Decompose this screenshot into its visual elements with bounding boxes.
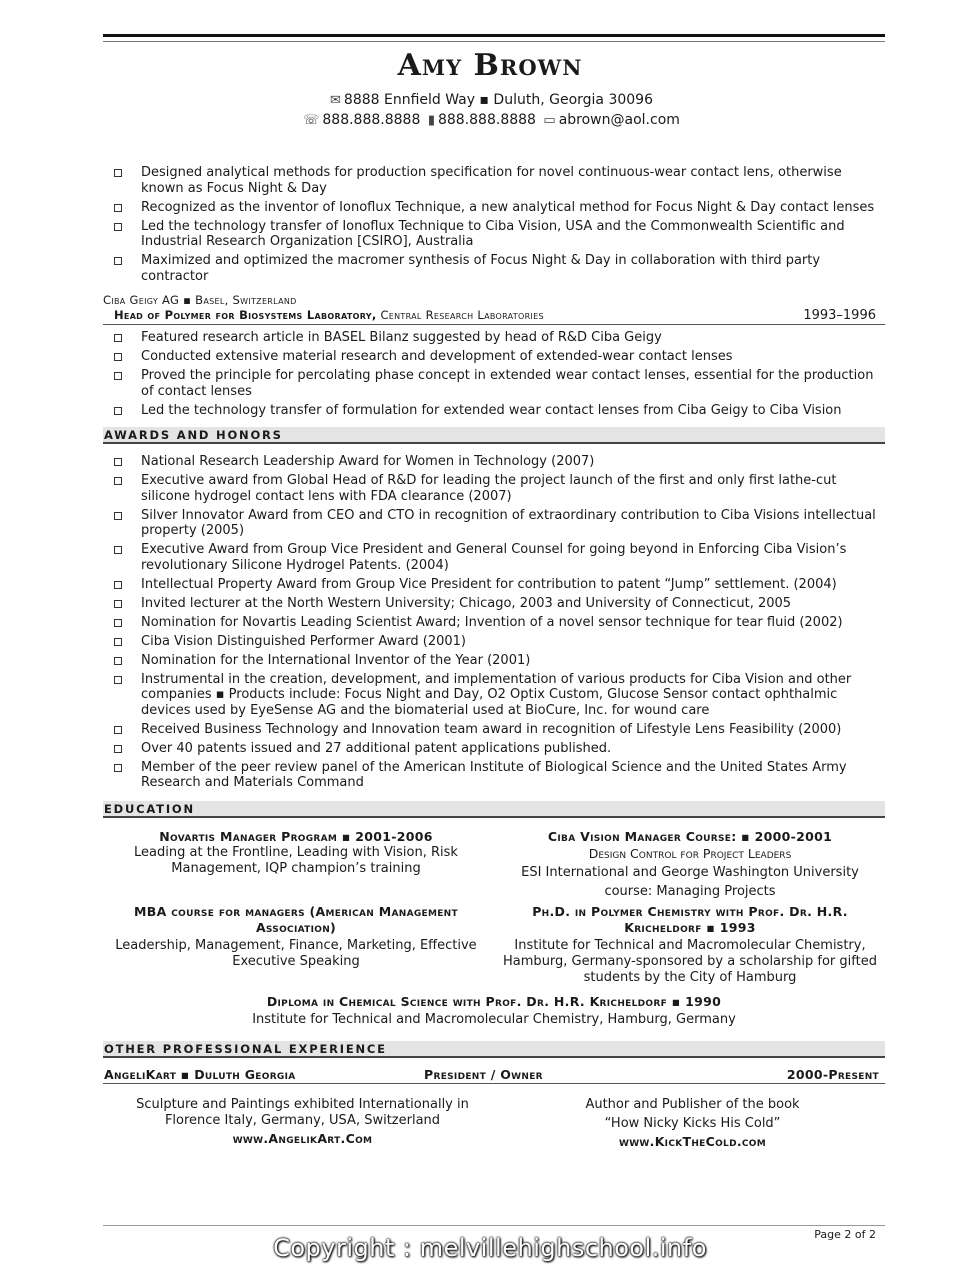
list-item (112, 403, 882, 419)
contact-address-line (0, 92, 980, 108)
checkbox-bullet-icon (114, 726, 122, 734)
list-item (112, 508, 882, 539)
bullet-text: Featured research article in BASEL Bilanz suggested by head of R&D Ciba Geigy (141, 330, 662, 345)
list-item (112, 596, 882, 612)
list-item (112, 615, 882, 631)
bullet-text: Instrumental in the creation, development, and implementation of various products for Ciba Vision and other companies ▪ Products include: Focus Night and Day, O2 Optix Custom, Glucose Sensor contact ophthalmic devices used by EyeSense AG and the biomaterial used at BioCure, Inc. for wound care (141, 671, 852, 718)
experience-b-bullets (112, 330, 882, 422)
list-item (112, 741, 882, 757)
checkbox-bullet-icon (114, 745, 122, 753)
checkbox-bullet-icon (114, 512, 122, 520)
education-description: Leadership, Management, Finance, Marketing, Effective Executive Speaking (115, 938, 477, 969)
bullet-text: Silver Innovator Award from CEO and CTO in recognition of extraordinary contribution to Ciba Visions intellectual property (2005) (141, 507, 876, 538)
checkbox-bullet-icon (114, 477, 122, 485)
bullet-text: Nomination for Novartis Leading Scientist Award; Invention of a novel sensor technique for tear fluid (2002) (141, 614, 843, 630)
header-top-rule (103, 34, 885, 42)
footer-rule (103, 1225, 885, 1226)
education-diploma (108, 994, 880, 1028)
envelope-icon: ✉ (330, 93, 341, 108)
education-title: Ciba Vision Manager Course: ▪ 2000-2001 (547, 829, 833, 844)
book-author-line: Author and Publisher of the book (585, 1097, 800, 1112)
bullet-text: Recognized as the inventor of Ionoflux Technique, a new analytical method for Focus Night & Day contact lenses (141, 199, 875, 215)
book-website-link[interactable]: www.KickTheCold.com (618, 1134, 767, 1149)
other-title: President / Owner (424, 1067, 543, 1082)
bullet-text: Invited lecturer at the North Western University; Chicago, 2003 and University of Connecticut, 2005 (141, 595, 792, 611)
email-text[interactable]: abrown@aol.com (558, 112, 680, 128)
phone-text: 888.888.8888 (322, 112, 421, 128)
checkbox-bullet-icon (114, 764, 122, 772)
job-title: Head of Polymer for Biosystems Laboratory, (114, 308, 377, 322)
checkbox-bullet-icon (114, 204, 122, 212)
bullet-text: Nomination for the International Inventor of the Year (2001) (141, 652, 531, 668)
list-item (112, 200, 882, 216)
list-item (112, 165, 882, 196)
bullet-text: Intellectual Property Award from Group Vice President for contribution to patent “Jump” settlement. (2004) (141, 576, 837, 592)
section-title: OTHER PROFESSIONAL EXPERIENCE (104, 1042, 387, 1056)
bullet-text: National Research Leadership Award for Women in Technology (2007) (141, 454, 595, 469)
list-item (112, 219, 882, 250)
bullet-text: Member of the peer review panel of the American Institute of Biological Science and the United States Army Research and Materials Command (141, 759, 847, 790)
section-title: AWARDS AND HONORS (104, 428, 283, 442)
other-book-block (530, 1097, 855, 1150)
page-number: Page 2 of 2 (814, 1228, 876, 1241)
candidate-name: Amy Brown (397, 48, 583, 83)
education-description: ESI International and George Washington University course: Managing Projects (521, 865, 859, 899)
telephone-icon: ☏ (303, 113, 320, 128)
list-item (112, 672, 882, 719)
job-divider (103, 324, 885, 325)
checkbox-bullet-icon (114, 372, 122, 380)
list-item (112, 349, 882, 365)
education-title: Novartis Manager Program ▪ 2001-2006 (159, 829, 433, 844)
education-description: Institute for Technical and Macromolecular Chemistry, Hamburg, Germany-sponsored by a scholarship for gifted students by the City of Hamburg (503, 938, 877, 985)
other-experience-divider (103, 1083, 885, 1084)
job-years: 1993–1996 (803, 308, 876, 323)
education-novartis (108, 829, 484, 877)
list-item (112, 577, 882, 593)
checkbox-bullet-icon (114, 223, 122, 231)
education-description: Institute for Technical and Macromolecular Chemistry, Hamburg, Germany (252, 1012, 736, 1027)
checkbox-bullet-icon (114, 600, 122, 608)
checkbox-bullet-icon (114, 169, 122, 177)
book-title: “How Nicky Kicks His Cold” (604, 1116, 781, 1131)
checkbox-bullet-icon (114, 458, 122, 466)
education-title: Ph.D. in Polymer Chemistry with Prof. Dr. H.R. Kricheldorf ▪ 1993 (532, 904, 848, 935)
checkbox-bullet-icon (114, 546, 122, 554)
employer-ciba-geigy: Ciba Geigy AG ▪ Basel, Switzerland (103, 293, 297, 307)
checkbox-bullet-icon (114, 619, 122, 627)
checkbox-bullet-icon (114, 407, 122, 415)
education-phd (500, 904, 880, 986)
other-art-block (125, 1097, 480, 1147)
contact-phone-line (0, 112, 980, 128)
checkbox-bullet-icon (114, 334, 122, 342)
list-item (112, 368, 882, 399)
mobile-phone-icon: ▮ (427, 113, 435, 128)
list-item (112, 542, 882, 573)
list-item (112, 454, 882, 470)
bullet-text: Led the technology transfer of formulation for extended wear contact lenses from Ciba Geigy to Ciba Vision (141, 402, 842, 418)
job-department: Central Research Laboratories (376, 308, 544, 322)
job-title-line (114, 308, 876, 322)
awards-bullets (112, 454, 882, 794)
bullet-text: Designed analytical methods for production specification for novel continuous-wear contact lens, otherwise known as Focus Night & Day (141, 165, 842, 196)
checkbox-bullet-icon (114, 676, 122, 684)
education-title: MBA course for managers (American Management Association) (134, 904, 458, 935)
other-years: 2000-Present (786, 1067, 879, 1082)
list-item (112, 760, 882, 791)
list-item (112, 653, 882, 669)
bullet-text: Ciba Vision Distinguished Performer Award (2001) (141, 633, 467, 649)
checkbox-bullet-icon (114, 657, 122, 665)
education-ciba-vision (500, 829, 880, 901)
list-item (112, 473, 882, 504)
checkbox-bullet-icon (114, 638, 122, 646)
section-heading-education (103, 801, 885, 818)
education-title: Diploma in Chemical Science with Prof. Dr. H.R. Kricheldorf ▪ 1990 (266, 994, 722, 1009)
section-title: EDUCATION (104, 802, 195, 816)
mobile-text: 888.888.8888 (437, 112, 536, 128)
section-heading-other-experience (103, 1041, 885, 1058)
art-website-link[interactable]: www.AngelikArt.Com (232, 1131, 373, 1146)
other-company: AngeliKart ▪ Duluth Georgia (104, 1067, 296, 1082)
bullet-text: Executive Award from Group Vice President and General Counsel for going beyond in Enforcing Ciba Vision’s revolutionary Silicone Hydrogel Patents. (2004) (141, 542, 847, 573)
education-description: Leading at the Frontline, Leading with Vision, Risk Management, IQP champion’s training (134, 845, 458, 876)
education-mba (108, 904, 484, 970)
bullet-text: Proved the principle for percolating phase concept in extended wear contact lenses, essential for the production of contact lenses (141, 368, 874, 399)
art-description: Sculpture and Paintings exhibited Internationally in Florence Italy, Germany, USA, Switzerland (136, 1097, 469, 1128)
education-subtitle: Design Control for Project Leaders (588, 846, 792, 861)
bullet-text: Conducted extensive material research and development of extended-wear contact lenses (141, 349, 733, 364)
checkbox-bullet-icon (114, 257, 122, 265)
bullet-text: Maximized and optimized the macromer synthesis of Focus Night & Day in collaboration with third party contractor (141, 253, 821, 284)
list-item (112, 253, 882, 284)
bullet-text: Over 40 patents issued and 27 additional patent applications published. (141, 740, 612, 756)
checkbox-bullet-icon (114, 581, 122, 589)
computer-icon: ▭ (543, 113, 556, 128)
list-item (112, 330, 882, 346)
copyright-watermark: Copyright : melvillehighschool.info (273, 1234, 707, 1262)
list-item (112, 634, 882, 650)
section-heading-awards (103, 427, 885, 444)
experience-a-bullets (112, 165, 882, 288)
bullet-text: Led the technology transfer of Ionoflux Technique to Ciba Vision, USA and the Commonwealth Scientific and Industrial Research Organization [CSIRO], Australia (141, 218, 845, 249)
address-text: 8888 Ennfield Way ▪ Duluth, Georgia 30096 (343, 92, 653, 108)
bullet-text: Executive award from Global Head of R&D for leading the project launch of the first and only first lathe-cut silicone hydrogel contact lens with FDA clearance (2007) (141, 473, 837, 504)
checkbox-bullet-icon (114, 353, 122, 361)
bullet-text: Received Business Technology and Innovation team award in recognition of Lifestyle Lens Feasibility (2000) (141, 721, 842, 737)
list-item (112, 722, 882, 738)
